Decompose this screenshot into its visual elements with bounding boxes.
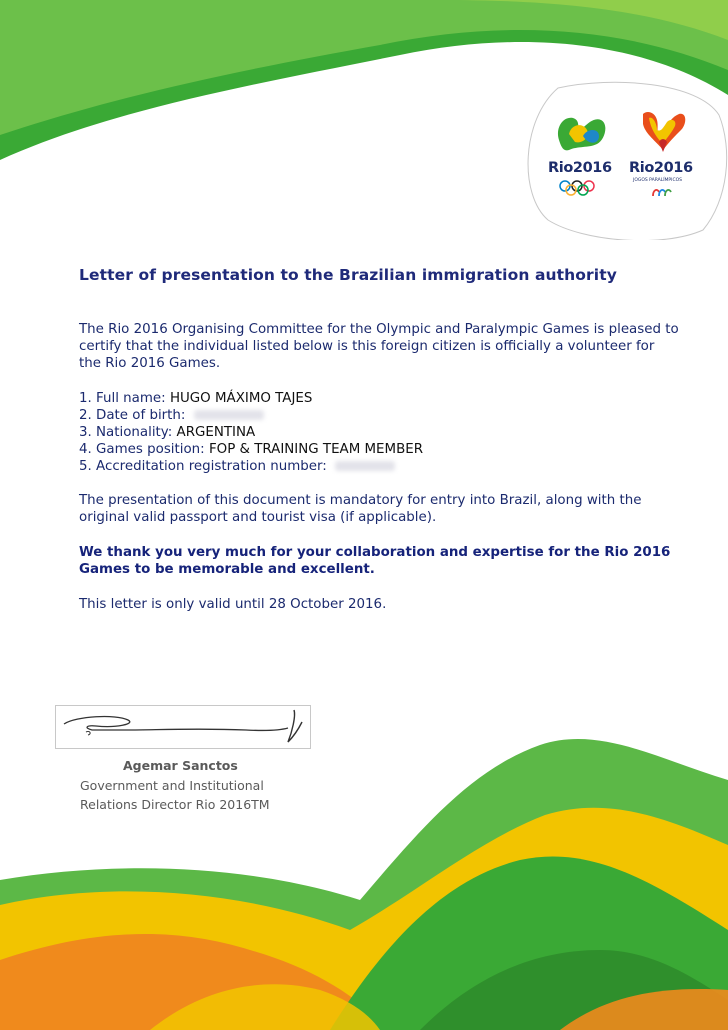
field-games-position: [79, 441, 679, 458]
paralympic-wordmark: Rio2016: [629, 160, 693, 176]
signature-box: [55, 705, 311, 749]
mandatory-paragraph: The presentation of this document is mandatory for entry into Brazil, along with the original valid passport and tourist visa (if applicable).: [79, 493, 642, 525]
field-label: 1. Full name:: [79, 391, 170, 406]
signatory-title-line2: Relations Director Rio 2016TM: [80, 797, 270, 812]
letter-heading: Letter of presentation to the Brazilian immigration authority: [79, 266, 617, 284]
field-value: FOP & TRAINING TEAM MEMBER: [208, 442, 424, 457]
field-date-of-birth: [79, 407, 679, 424]
redacted-value: [194, 410, 264, 420]
field-label: 5. Accreditation registration number:: [79, 459, 332, 474]
signatory-title-line1: Government and Institutional: [80, 778, 264, 793]
field-label: 3. Nationality:: [79, 425, 177, 440]
intro-paragraph: The Rio 2016 Organising Committee for the Olympic and Paralympic Games is pleased to certify that the individual listed below is this foreign citizen is officially a volunteer for the Rio 2016 Games.: [79, 322, 679, 371]
field-value: HUGO MÁXIMO TAJES: [169, 391, 313, 406]
field-list: [79, 390, 679, 475]
paralympic-emblem-icon: [635, 108, 689, 158]
field-accreditation-number: [79, 458, 679, 475]
validity-paragraph: This letter is only valid until 28 October 2016.: [79, 597, 387, 612]
field-label: 2. Date of birth:: [79, 408, 190, 423]
thanks-paragraph: We thank you very much for your collaboration and expertise for the Rio 2016 Games to be memorable and excellent.: [79, 545, 671, 577]
agitos-icon: [651, 186, 673, 198]
field-label: 4. Games position:: [79, 442, 209, 457]
field-full-name: [79, 390, 679, 407]
olympic-emblem-icon: [553, 110, 609, 156]
handwritten-signature: [56, 706, 310, 748]
logo-card: [523, 80, 728, 244]
paralympic-subtitle: JOGOS PARALÍMPICOS: [633, 178, 683, 183]
redacted-value: [335, 461, 395, 471]
field-value: ARGENTINA: [176, 425, 256, 440]
field-nationality: [79, 424, 679, 441]
olympic-wordmark: Rio2016: [548, 160, 612, 176]
olympic-rings-icon: [557, 180, 605, 196]
signatory-name: Agemar Sanctos: [123, 758, 238, 773]
